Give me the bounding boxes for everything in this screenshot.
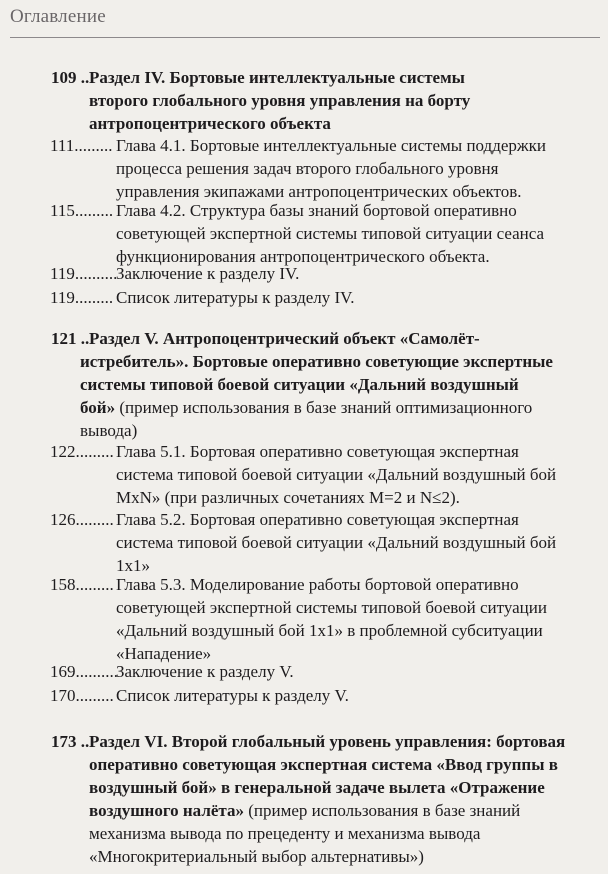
chapter-title: Глава 5.1. Бортовая оперативно советующая экспертная [116, 442, 519, 461]
page-header-title: Оглавление [10, 6, 106, 27]
chapter-title: Заключение к разделу V. [116, 662, 294, 681]
chapter-page-number: 119.......... [50, 264, 118, 283]
chapter-page-number: 122......... [50, 442, 114, 461]
toc-chapter-4-2[interactable] [50, 199, 590, 268]
chapter-title-line: процесса решения задач второго глобального уровня [116, 159, 499, 178]
section-note-line: механизма вывода по прецеденту и механизма вывода [89, 824, 481, 843]
section-note-line: вывода) [80, 421, 138, 440]
section-page-number: 173 .. [51, 732, 90, 751]
chapter-page-number: 169.......... [50, 662, 118, 681]
chapter-page-number: 119......... [50, 288, 114, 307]
chapter-title: Глава 5.3. Моделирование работы бортовой оперативно [116, 575, 519, 594]
chapter-page-number: 111......... [50, 136, 113, 155]
section-title-line: системы типовой боевой ситуации «Дальний воздушный [80, 375, 519, 394]
chapter-page-number: 170......... [50, 686, 114, 705]
toc-conclusion-iv[interactable] [50, 262, 590, 285]
toc-chapter-5-2[interactable] [50, 508, 590, 577]
section-note: (пример использования в базе знаний [243, 801, 521, 820]
chapter-page-number: 126......... [50, 510, 114, 529]
section-title: Раздел IV. Бортовые интеллектуальные системы [89, 68, 465, 87]
toc-references-v[interactable] [50, 684, 590, 707]
toc-chapter-4-1[interactable] [50, 134, 590, 203]
section-page-number: 109 .. [51, 68, 90, 87]
toc-chapter-5-1[interactable] [50, 440, 590, 509]
chapter-title: Глава 5.2. Бортовая оперативно советующая экспертная [116, 510, 519, 529]
chapter-title-line: MxN» (при различных сочетаниях M=2 и N≤2). [116, 488, 460, 507]
toc-section-iv[interactable] [51, 66, 591, 136]
section-note-line: «Многокритериальный выбор альтернативы») [89, 847, 424, 866]
chapter-title: Список литературы к разделу IV. [116, 288, 355, 307]
section-title-fragment: воздушного налёта» [89, 801, 244, 820]
chapter-title-line: «Дальний воздушный бой 1x1» в проблемной субситуации [116, 621, 543, 640]
toc-conclusion-v[interactable] [50, 660, 590, 683]
section-title-fragment: бой» [80, 398, 116, 417]
section-title: Раздел V. Антропоцентрический объект «Самолёт- [89, 329, 480, 348]
section-title-line: антропоцентрического объекта [89, 114, 331, 133]
chapter-title: Заключение к разделу IV. [116, 264, 300, 283]
chapter-page-number: 158......... [50, 575, 114, 594]
chapter-title: Глава 4.1. Бортовые интеллектуальные системы поддержки [116, 136, 547, 155]
section-title-line: воздушный бой» в генеральной задаче вылета «Отражение [89, 778, 545, 797]
toc-section-vi[interactable] [51, 730, 601, 870]
chapter-title: Глава 4.2. Структура базы знаний бортовой оперативно [116, 201, 517, 220]
chapter-title-line: «Нападение» [116, 644, 212, 663]
chapter-title-line: советующей экспертной системы типовой боевой ситуации [116, 598, 547, 617]
toc-section-v[interactable] [51, 327, 601, 442]
section-title-line [89, 799, 520, 822]
section-title-line: истребитель». Бортовые оперативно советующие экспертные [80, 352, 553, 371]
chapter-title-line: управления экипажами антропоцентрических объектов. [116, 182, 522, 201]
section-note: (пример использования в базе знаний оптимизационного [115, 398, 533, 417]
section-page-number: 121 .. [51, 329, 90, 348]
chapter-title: Список литературы к разделу V. [116, 686, 349, 705]
section-title: Раздел VI. Второй глобальный уровень управления: бортовая [89, 732, 566, 751]
chapter-page-number: 115......... [50, 201, 114, 220]
chapter-title-line: система типовой боевой ситуации «Дальний воздушный бой [116, 465, 557, 484]
chapter-title-line: 1x1» [116, 556, 150, 575]
toc-references-iv[interactable] [50, 286, 590, 309]
section-title-line [80, 396, 532, 419]
chapter-title-line: функционирования антропоцентрического объекта. [116, 247, 490, 266]
chapter-title-line: система типовой боевой ситуации «Дальний воздушный бой [116, 533, 557, 552]
chapter-title-line: советующей экспертной системы типовой ситуации сеанса [116, 224, 545, 243]
toc-chapter-5-3[interactable] [50, 573, 590, 665]
section-title-line: второго глобального уровня управления на борту [89, 91, 471, 110]
section-title-line: оперативно советующая экспертная система «Ввод группы в [89, 755, 558, 774]
